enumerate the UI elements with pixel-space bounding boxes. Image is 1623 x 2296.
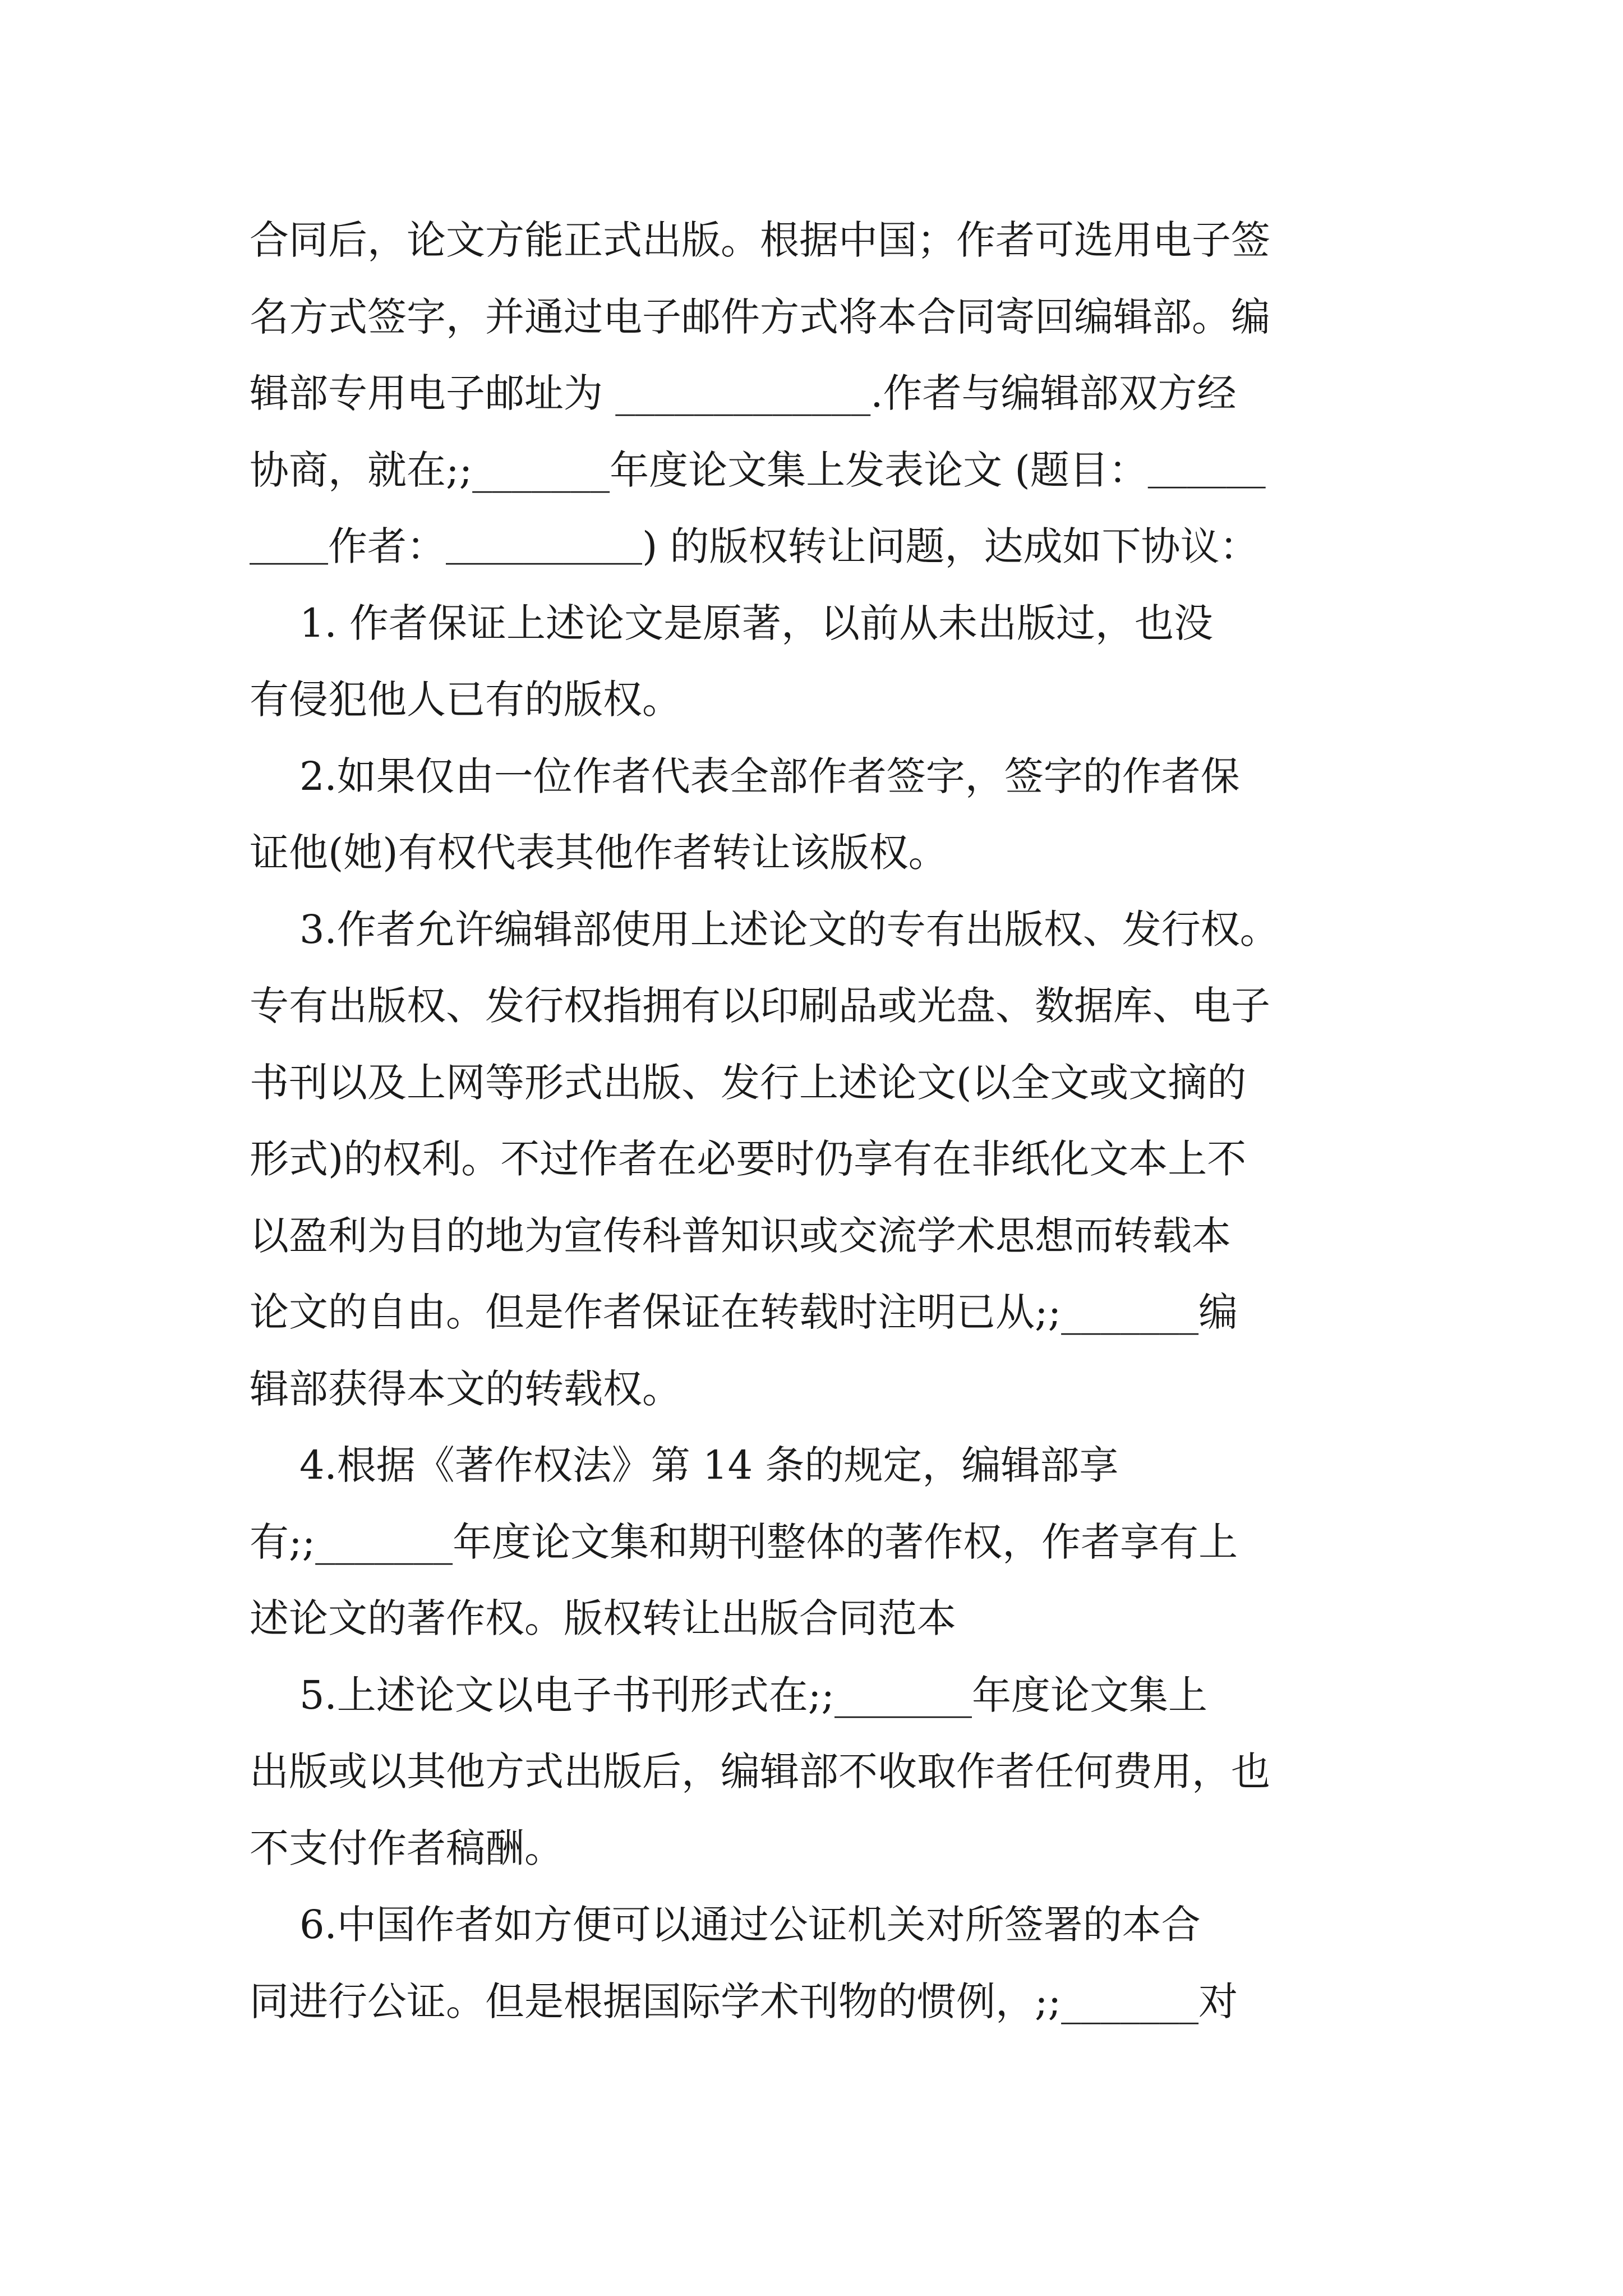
text-line: 专有出版权、发行权指拥有以印刷品或光盘、数据库、电子: [250, 983, 1270, 1029]
clause-6-line: 6.中国作者如方便可以通过公证机关对所签署的本合: [250, 1902, 1201, 1948]
text-line: 同进行公证。但是根据国际学术刊物的惯例，;;_______对: [250, 1978, 1238, 2024]
text-line: 名方式签字，并通过电子邮件方式将本合同寄回编辑部。编: [250, 293, 1270, 340]
clause-2-line: 2.如果仅由一位作者代表全部作者签字，签字的作者保: [250, 753, 1240, 799]
text-line: 述论文的著作权。版权转让出版合同范本: [250, 1595, 956, 1641]
text-line: 合同后，论文方能正式出版。根据中国；作者可选用电子签: [250, 217, 1270, 263]
text-line: 出版或以其他方式出版后，编辑部不收取作者任何费用，也: [250, 1749, 1270, 1795]
text-line: ＿＿作者：＿＿＿＿＿) 的版权转让问题，达成如下协议：: [250, 523, 1259, 569]
text-line: 不支付作者稿酬。: [250, 1825, 564, 1871]
text-line: 辑部获得本文的转载权。: [250, 1365, 681, 1412]
text-line: 协商，就在;;_______年度论文集上发表论文 (题目：＿＿＿: [250, 447, 1266, 493]
text-line: 以盈利为目的地为宣传科普知识或交流学术思想而转载本: [250, 1212, 1231, 1259]
text-line: 形式)的权利。不过作者在必要时仍享有在非纸化文本上不: [250, 1136, 1247, 1182]
text-line: 书刊以及上网等形式出版、发行上述论文(以全文或文摘的: [250, 1059, 1247, 1106]
clause-3-line: 3.作者允许编辑部使用上述论文的专有出版权、发行权。: [250, 906, 1279, 953]
text-line: 有;;_______年度论文集和期刊整体的著作权，作者享有上: [250, 1519, 1238, 1565]
text-line: 有侵犯他人已有的版权。: [250, 677, 681, 723]
text-line: 辑部专用电子邮址为 _____________.作者与编辑部双方经: [250, 370, 1237, 416]
clause-4-line: 4.根据《著作权法》第 14 条的规定，编辑部享: [250, 1442, 1119, 1488]
text-line: 论文的自由。但是作者保证在转载时注明已从;;_______编: [250, 1289, 1238, 1335]
contract-text: [250, 202, 1388, 2040]
clause-5-line: 5.上述论文以电子书刊形式在;;_______年度论文集上: [250, 1672, 1207, 1718]
text-line: 证他(她)有权代表其他作者转让该版权。: [250, 830, 948, 876]
clause-1-line: 1. 作者保证上述论文是原著，以前从未出版过，也没: [250, 600, 1214, 646]
